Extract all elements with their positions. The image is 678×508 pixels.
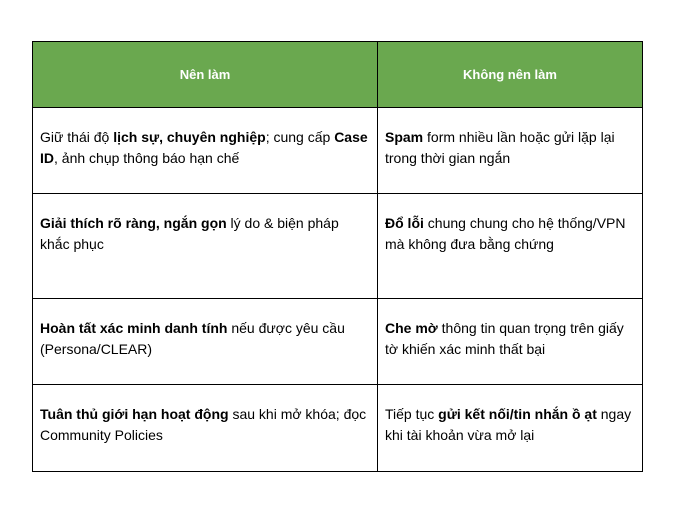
bold-text: Hoàn tất xác minh danh tính	[40, 320, 228, 336]
bold-text: Tuân thủ giới hạn hoạt động	[40, 406, 229, 422]
dont-cell	[378, 108, 643, 194]
bold-text: lịch sự, chuyên nghiệp	[113, 129, 266, 145]
dont-cell	[378, 299, 643, 385]
bold-text: Đổ lỗi	[385, 215, 424, 231]
cell-text: form nhiều lần hoặc gửi lặp lại trong thời gian ngắn	[385, 129, 615, 166]
cell-text: ngay khi tài khoản vừa mở lại	[385, 406, 632, 443]
dos-and-donts-table	[32, 41, 643, 472]
cell-text: thông tin quan trọng trên giấy tờ khiến xác minh thất bại	[385, 320, 624, 357]
cell-text: ; cung cấp	[265, 129, 335, 145]
table-row	[33, 108, 643, 194]
cell-text: lý do & biện pháp khắc phục	[40, 215, 339, 252]
do-cell	[33, 299, 378, 385]
dont-cell	[378, 194, 643, 299]
header-do: Nên làm	[33, 42, 378, 108]
cell-text: sau khi mở khóa; đọc Community Policies	[40, 406, 367, 443]
bold-text: Case ID	[40, 129, 368, 166]
bold-text: Giải thích rõ ràng, ngắn gọn	[40, 215, 227, 231]
dont-cell	[378, 385, 643, 472]
table-row	[33, 194, 643, 299]
cell-text: Tiếp tục	[385, 406, 439, 422]
table-row	[33, 299, 643, 385]
header-dont: Không nên làm	[378, 42, 643, 108]
cell-text: nếu được yêu cầu (Persona/CLEAR)	[40, 320, 345, 357]
bold-text: Spam	[385, 129, 424, 145]
bold-text: Che mờ	[385, 320, 438, 336]
table-row	[33, 385, 643, 472]
cell-text: Giữ thái độ	[40, 129, 114, 145]
cell-text: chung chung cho hệ thống/VPN mà không đưa bằng chứng	[385, 215, 626, 252]
cell-text: , ảnh chụp thông báo hạn chế	[54, 150, 240, 166]
table-header-row	[33, 42, 643, 108]
do-cell	[33, 385, 378, 472]
do-cell	[33, 194, 378, 299]
bold-text: gửi kết nối/tin nhắn ồ ạt	[438, 406, 597, 422]
do-cell	[33, 108, 378, 194]
